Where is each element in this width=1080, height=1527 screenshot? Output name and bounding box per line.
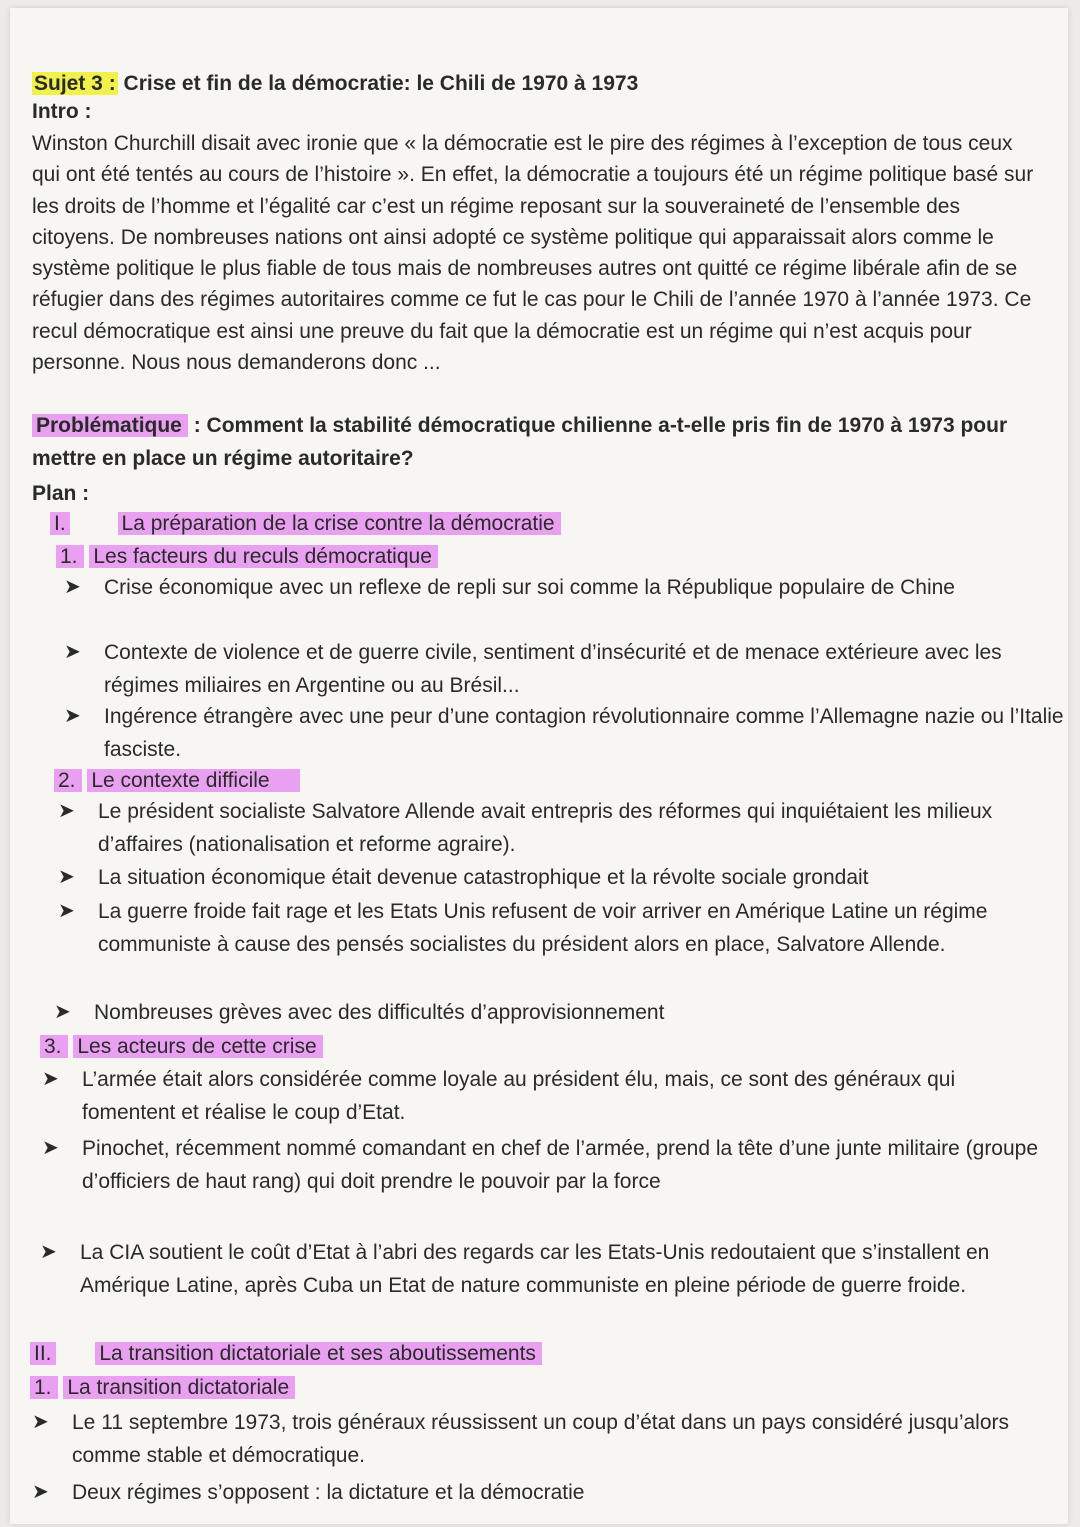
arrow-bullet-icon: ➤	[42, 1137, 59, 1159]
arrow-bullet-icon: ➤	[32, 1481, 49, 1503]
plan-label: Plan :	[32, 482, 90, 505]
intro-label: Intro :	[32, 100, 92, 123]
part1-sub1-num: 1.	[56, 545, 84, 568]
part1-sub1-title: Les facteurs du reculs démocratique	[89, 545, 438, 568]
part2-numeral: II.	[30, 1342, 56, 1365]
part1-sub3-heading	[40, 1031, 323, 1063]
arrow-bullet-icon: ➤	[42, 1068, 59, 1090]
part1-numeral: I.	[50, 512, 70, 535]
arrow-bullet-icon: ➤	[32, 1411, 49, 1433]
part1-heading	[50, 508, 561, 540]
arrow-bullet-icon: ➤	[64, 705, 81, 727]
arrow-bullet-icon: ➤	[58, 900, 75, 922]
part1-sub2-title: Le contexte difficile	[87, 769, 299, 792]
problematique-text: : Comment la stabilité démocratique chilienne a-t-elle pris fin de 1970 à 1973 pour mettre en place un régime autoritaire?	[32, 414, 1008, 470]
part1-sub3-num: 3.	[40, 1035, 68, 1058]
part1-sub3-title: Les acteurs de cette crise	[73, 1035, 322, 1058]
arrow-bullet-icon: ➤	[58, 866, 75, 888]
arrow-bullet-icon: ➤	[58, 800, 75, 822]
arrow-bullet-icon: ➤	[40, 1241, 57, 1263]
arrow-bullet-icon: ➤	[64, 576, 81, 598]
problematique-label: Problématique	[32, 414, 188, 437]
subject-title: Crise et fin de la démocratie: le Chili de 1970 à 1973	[117, 72, 639, 95]
arrow-bullet-icon: ➤	[64, 641, 81, 663]
arrow-bullet-icon: ➤	[54, 1001, 71, 1023]
document-page: Sujet 3 : Crise et fin de la démocratie: le Chili de 1970 à 1973 Intro : Winston Churchill disait avec ironie que « la démocratie est le pire des régimes à l’exception de tous ceux qui ont été tentés au cours de l’histoire ». En effet, la démocratie a toujours été un régime politique basé sur les droits de l’homme et l’égalité car c’est un régime reposant sur la souveraineté de l’ensemble des citoyens. De nombreuses nations ont ainsi adopté ce système politique qui apparaissait alors comme le système politique le plus fiable de tous mais de nombreuses autres ont quitté ce régime libérale afin de se réfugier dans des régimes autoritaires comme ce fut le cas pour le Chili de l’année 1970 à l’année 1973. Ce recul démocratique est ainsi une preuve du fait que la démocratie est un régime qui n’est acquis pour personne. Nous nous demanderons donc ... Problématique : Comment la stabilité démocratique chilienne a-t-elle pris fin de 1970 à 1973 pour mettre en place un régime autoritaire? Plan : I. La préparation de la crise contre la démocratie 1. Les facteurs du reculs démocratique ➤ Crise économique avec un reflexe de repli sur soi comme la République populaire de Chine ➤ Contexte de violence et de guerre civile, sentiment d’insécurité et de menace extérieure avec les régimes miliaires en Argentine ou au Brésil... ➤ Ingérence étrangère avec une peur d’une contagion révolutionnaire comme l’Allemagne nazie ou l’Italie fasciste. 2. Le contexte difficile ➤ Le président socialiste Salvatore Allende avait entrepris des réformes qui inquiétaient les milieux d’affaires (nationalisation et reforme agraire). ➤ La situation économique était devenue catastrophique et la révolte sociale grondait ➤ La guerre froide fait rage et les Etats Unis refusent de voir arriver en Amérique Latine un régime communiste à cause des pensés socialistes du président alors en place, Salvatore Allende. ➤ Nombreuses grèves avec des difficultés d’approvisionnement 3. Les acteurs de cette crise ➤ L’armée était alors considérée comme loyale au président élu, mais, ce sont des généraux qui fomentent et réalise le coup d’Etat. ➤ Pinochet, récemment nommé comandant en chef de l’armée, prend la tête d’une junte militaire (groupe d’officiers de haut rang) qui doit prendre le pouvoir par la force ➤ La CIA soutient le coût d’Etat à l’abri des regards car les Etats-Unis redoutaient que s’installent en Amérique Latine, après Cuba un Etat de nature communiste en pleine période de guerre froide. II. La transition dictatoriale et ses aboutissements 1. La transition dictatoriale ➤ Le 11 septembre 1973, trois généraux réussissent un coup d’état dans un pays considéré jusqu’alors comme stable et démocratique. ➤ Deux régimes s’opposent : la dictature et la démocratie	[10, 8, 1068, 1524]
part2-heading	[30, 1338, 542, 1370]
part2-sub1-num: 1.	[30, 1376, 58, 1399]
part1-sub2-heading	[54, 765, 300, 797]
document-title	[32, 68, 1037, 99]
problematique	[32, 409, 1037, 475]
part1-sub2-num: 2.	[54, 769, 82, 792]
part2-title: La transition dictatoriale et ses aboutissements	[95, 1342, 542, 1365]
subject-label: Sujet 3 :	[34, 72, 116, 95]
part2-sub1-title: La transition dictatoriale	[63, 1376, 295, 1399]
intro-paragraph: Winston Churchill disait avec ironie que « la démocratie est le pire des régimes à l’exception de tous ceux qui ont été tentés au cours de l’histoire ». En effet, la démocratie a toujours été un régime politique basé sur les droits de l’homme et l’égalité car c’est un régime reposant sur la souveraineté de l’ensemble des citoyens. De nombreuses nations ont ainsi adopté ce système politique qui apparaissait alors comme le système politique le plus fiable de tous mais de nombreuses autres ont quitté ce régime libérale afin de se réfugier dans des régimes autoritaires comme ce fut le cas pour le Chili de l’année 1970 à l’année 1973. Ce recul démocratique est ainsi une preuve du fait que la démocratie est un régime qui n’est acquis pour personne. Nous nous demanderons donc ...	[32, 132, 1034, 375]
part1-title: La préparation de la crise contre la démocratie	[118, 512, 561, 535]
part2-sub1-heading	[30, 1372, 295, 1404]
part1-sub1-heading	[56, 541, 438, 573]
